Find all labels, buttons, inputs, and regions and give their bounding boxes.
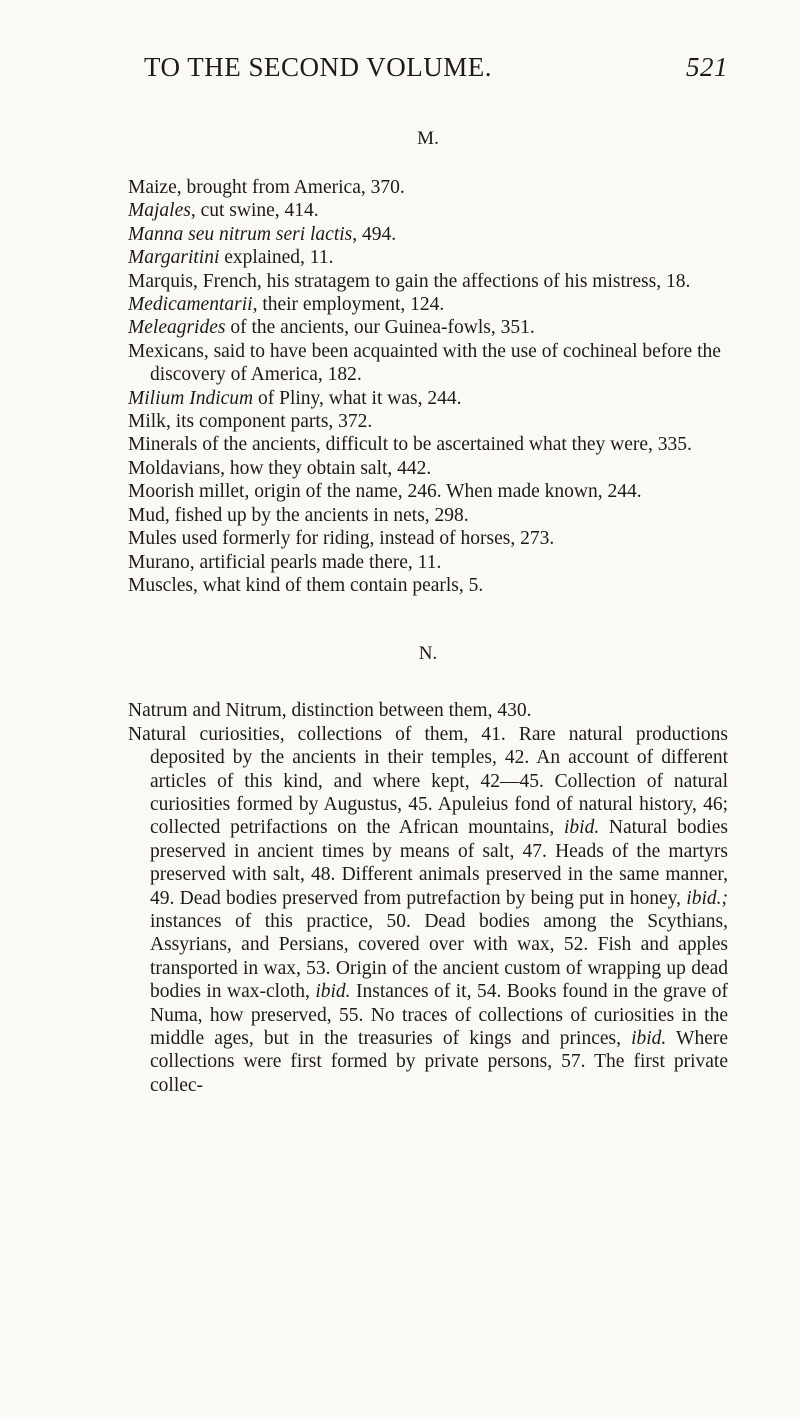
entry-term: Manna seu nitrum seri lactis <box>128 223 353 245</box>
section-n-entries <box>128 699 728 1097</box>
entry-term: Mud <box>128 504 165 526</box>
section-m-entries <box>128 176 728 597</box>
entry-text: of the ancients, difficult to be ascertained what they were, 335. <box>197 434 692 456</box>
entry-text: , what kind of them contain pearls, 5. <box>193 574 484 596</box>
entry-term: Milk <box>128 411 166 433</box>
page-number: 521 <box>686 52 728 82</box>
entry-term: Mexicans <box>128 340 204 362</box>
entry-ibid: ibid. <box>631 1028 667 1049</box>
entry-term: Mules <box>128 528 177 550</box>
entry-term: Maize <box>128 177 177 198</box>
index-entry <box>128 176 728 199</box>
entry-term: Muscles <box>128 574 193 596</box>
entry-text: of the ancients, our Guinea-fowls, 351. <box>225 317 535 339</box>
entry-ibid: ibid.; <box>686 887 728 909</box>
entry-term: Margaritini <box>128 247 220 269</box>
entry-text: , brought from America, 370. <box>176 177 405 198</box>
entry-ibid: ibid. <box>563 817 600 839</box>
entry-term: Marquis <box>128 270 193 292</box>
entry-text: , fished up by the ancients in nets, 298. <box>164 504 469 526</box>
index-entry <box>128 223 728 246</box>
entry-ibid: ibid. <box>315 981 351 1003</box>
entry-term: Milium Indicum <box>128 387 254 409</box>
entry-text: , how they obtain salt, 442. <box>220 457 432 479</box>
index-entry <box>128 527 728 550</box>
entry-text: , artificial pearls made there, 11. <box>189 551 442 573</box>
index-entry <box>128 551 728 574</box>
entry-text: used formerly for riding, instead of horses, 273. <box>176 528 555 550</box>
index-entry <box>128 199 728 222</box>
index-entry <box>128 293 728 316</box>
entry-term: Natural curiosities <box>128 723 280 745</box>
entry-term: Minerals <box>128 434 198 456</box>
index-entry <box>128 480 728 503</box>
running-head <box>128 52 728 92</box>
index-entry <box>128 504 728 527</box>
index-entry <box>128 340 728 387</box>
entry-text: of Pliny, what it was, 244. <box>253 387 462 409</box>
entry-text: instances of this practice, 50. Dead bodies among the Scythians, Assyrians, and Persians, covered over with wax, 52. Fish and apples transported in wax, 53. Origin of the ancient custom of wrapping up dead bodies in wax-cloth, <box>150 910 728 1003</box>
entry-term: Moorish millet <box>128 481 245 503</box>
entry-text: , origin of the name, 246. When made known, 244. <box>244 481 642 503</box>
entry-text: , said to have been acquainted with the use of cochineal before the discovery of America, 182. <box>150 340 721 386</box>
entry-text: , French, his stratagem to gain the affections of his mistress, 18. <box>193 270 691 292</box>
index-entry <box>128 433 728 456</box>
entry-term: Moldavians <box>128 457 221 479</box>
entry-term: Meleagrides <box>128 317 226 339</box>
entry-text: Natural bodies preserved in ancient times by means of salt, 47. Heads of the martyrs preserved with salt, 48. Different animals preserved in the same manner, 49. Dead bodies preserved from putrefaction by being put in honey, <box>150 817 728 909</box>
index-entry <box>128 723 728 1098</box>
index-page <box>128 52 728 1097</box>
index-entry <box>128 410 728 433</box>
index-entry <box>128 246 728 269</box>
entry-text: Instances of it, 54. Books found in the grave of Numa, how preserved, 55. No traces of collections of curiosities in the middle ages, but in the treasuries of kings and princes, <box>150 981 728 1049</box>
index-entry <box>128 574 728 597</box>
index-entry <box>128 387 728 410</box>
entry-term: Majales <box>128 200 191 222</box>
index-entry <box>128 270 728 293</box>
entry-term: Medicamentarii <box>128 294 253 316</box>
entry-text: and Nitrum, distinction between them, 430. <box>187 700 532 722</box>
entry-text: explained, 11. <box>219 247 334 269</box>
section-letter-m: M. <box>417 128 439 149</box>
index-entry <box>128 699 728 722</box>
entry-term: Murano <box>128 551 190 573</box>
section-letter-n: N. <box>418 643 438 665</box>
running-head-title: TO THE SECOND VOLUME. <box>144 52 493 82</box>
index-entry <box>128 457 728 480</box>
entry-text: , cut swine, 414. <box>190 200 319 222</box>
entry-text: , its component parts, 372. <box>165 411 373 433</box>
entry-text: , collections of them, 41. Rare natural productions deposited by the ancients in their temples, 42. An account of different articles of this kind, and where kept, 42—45. Collection of natural curiosities formed by Augustus, 45. Apuleius fond of natural history, 46; collected petrifactions on the African mountains, <box>150 723 729 839</box>
index-entry <box>128 316 728 339</box>
entry-text: Where collections were first formed by private persons, 57. The first private collec- <box>150 1028 728 1096</box>
entry-text: , 494. <box>352 223 397 245</box>
entry-term: Natrum <box>128 700 188 722</box>
entry-text: , their employment, 124. <box>252 294 445 316</box>
